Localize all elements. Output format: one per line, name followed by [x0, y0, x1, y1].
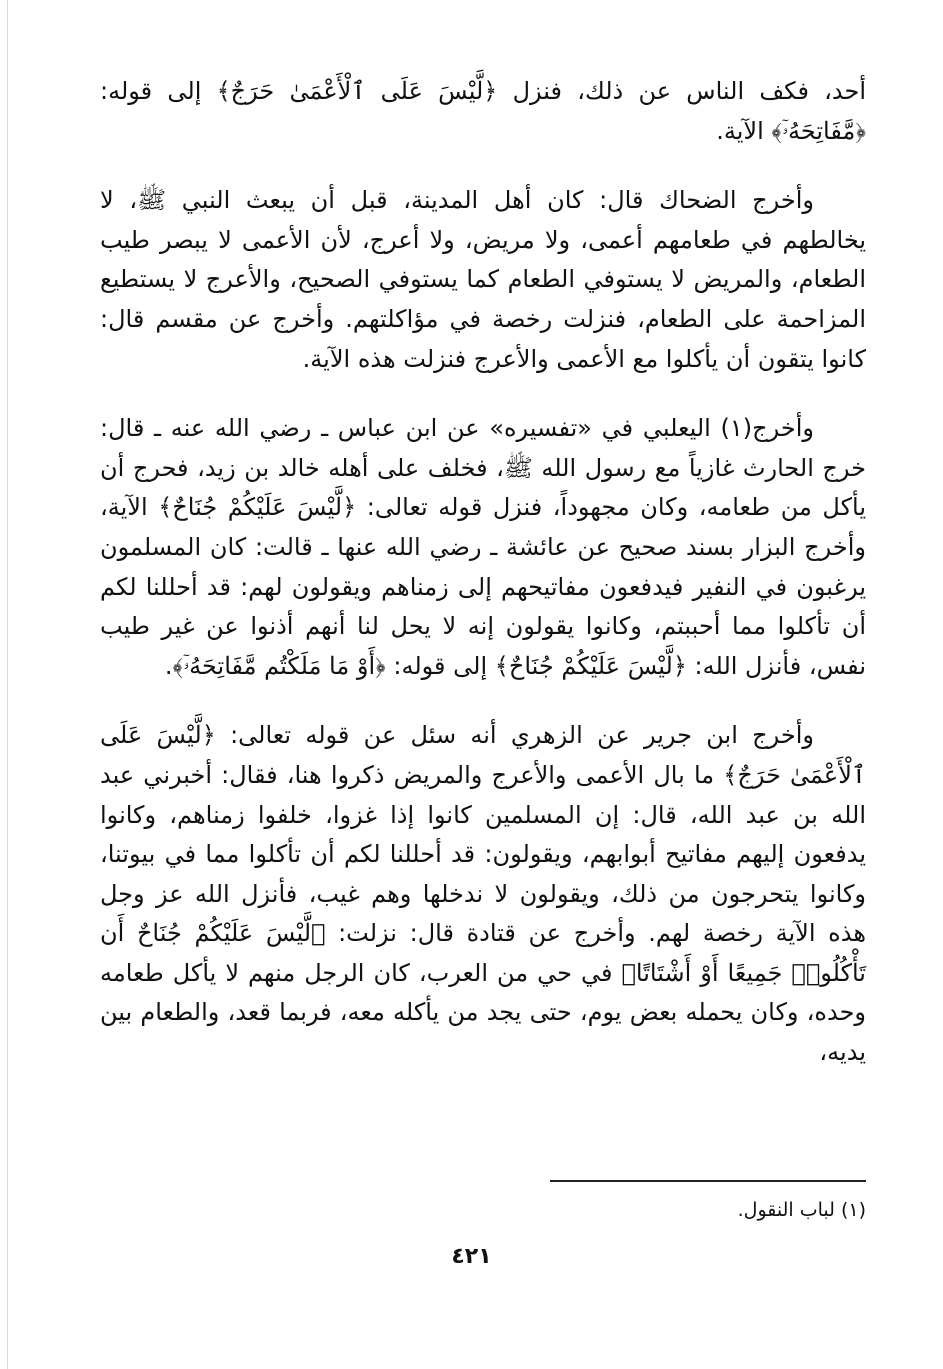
text-segment: وأخرج(١) اليعلبي في «تفسيره» عن ابن عباس ـ رضي الله عنه ـ قال: خرج الحارث غازياً مع رسول الله ﷺ، فخلف على أهله خالد بن زيد، فحرج أن يأكل من طعامه، وكان مجهوداً، فنزل قوله تعالى:	[100, 414, 866, 522]
text-segment: .	[164, 651, 173, 680]
text-segment: وأخرج الضحاك قال: كان أهل المدينة، قبل أن يبعث النبي ﷺ، لا يخالطهم في طعامهم أعمى، ولا مريض، ولا أعرج، لأن الأعمى لا يبصر طيب الطعام، والمريض لا يستوفي الطعام كما يستوفي الصحيح، والأعرج لا يستطيع المزاحمة على الطعام، فنزلت رخصة في مؤاكلتهم. وأخرج عن مقسم قال: كانوا يتقون أن يأكلوا مع الأعمى والأعرج فنزلت هذه الآية.	[100, 186, 866, 373]
text-segment: أحد، فكف الناس عن ذلك، فنزل	[497, 77, 866, 105]
text-segment: إلى قوله:	[385, 651, 495, 680]
text-segment: ما بال الأعمى والأعرج والمريض ذكروا هنا، فقال: أخبرني عبد الله بن عبد الله، قال: إن المسلمين كانوا إذا غزوا، خلفوا زمناهم، وكانوا يدفعون إليهم مفاتيح أبوابهم، ويقولون: قد أحللنا لكم أن تأكلوا مما في بيوتنا، وكانوا يتحرجون من ذلك، ويقولون لا ندخلها وهم غيب، فأنزل الله عز وجل هذه الآية رخصة لهم. وأخرج عن قتادة قال: نزلت:	[100, 760, 866, 948]
quran-verse: ﴿لَّيْسَ عَلَيْكُمْ جُنَاحٌ أَن تَأْكُلُوا۟ جَمِيعًا أَوْ أَشْتَاتًا﴾	[100, 919, 866, 987]
paragraph-2	[100, 181, 866, 379]
quran-verse: ﴿مَّفَاتِحَهُۥٓ﴾	[771, 116, 866, 145]
paragraph-3	[100, 409, 866, 686]
paragraph-1	[100, 72, 866, 151]
quran-verse: ﴿لَّيْسَ عَلَيْكُمْ جُنَاحٌ﴾	[158, 493, 357, 522]
text-segment: وأخرج ابن جرير عن الزهري أنه سئل عن قوله تعالى:	[215, 721, 814, 750]
paragraph-4	[100, 716, 866, 1072]
page-number: ٤٢١	[451, 1244, 492, 1269]
quran-verse: ﴿لَّيْسَ عَلَيْكُمْ جُنَاحٌ﴾	[494, 651, 687, 680]
text-segment: إلى قوله:	[100, 77, 217, 105]
text-segment: في حي من العرب، كان الرجل منهم لا يأكل طعامه وحده، وكان يحمله بعض يوم، حتى يجد من يأكله معه، فربما قعد، والطعام بين يديه،	[100, 958, 866, 1067]
footnote: (١) لباب النقول.	[737, 1199, 866, 1221]
text-segment: الآية، وأخرج البزار بسند صحيح عن عائشة ـ رضي الله عنها ـ قالت: كان المسلمون يرغبون في النفير فيدفعون مفاتيحهم إلى زمناهم ويقولون لهم: قد أحللنا لكم أن تأكلوا مما أحببتم، وكانوا يقولون إنه لا يحل لنا أنهم أذنوا عن غير طيب نفس، فأنزل الله:	[100, 493, 866, 680]
quran-verse: ﴿أَوْ مَا مَلَكْتُم مَّفَاتِحَهُۥٓ﴾	[172, 651, 386, 680]
quran-verse: ﴿لَّيْسَ عَلَى ٱلْأَعْمَىٰ حَرَجٌ﴾	[100, 721, 866, 789]
text-segment: الآية.	[716, 116, 772, 145]
quran-verse: ﴿لَّيْسَ عَلَى ٱلْأَعْمَىٰ حَرَجٌ﴾	[216, 77, 498, 105]
page-body-text	[100, 72, 866, 1103]
footnote-separator	[550, 1180, 866, 1182]
page-edge-line	[7, 0, 8, 1369]
